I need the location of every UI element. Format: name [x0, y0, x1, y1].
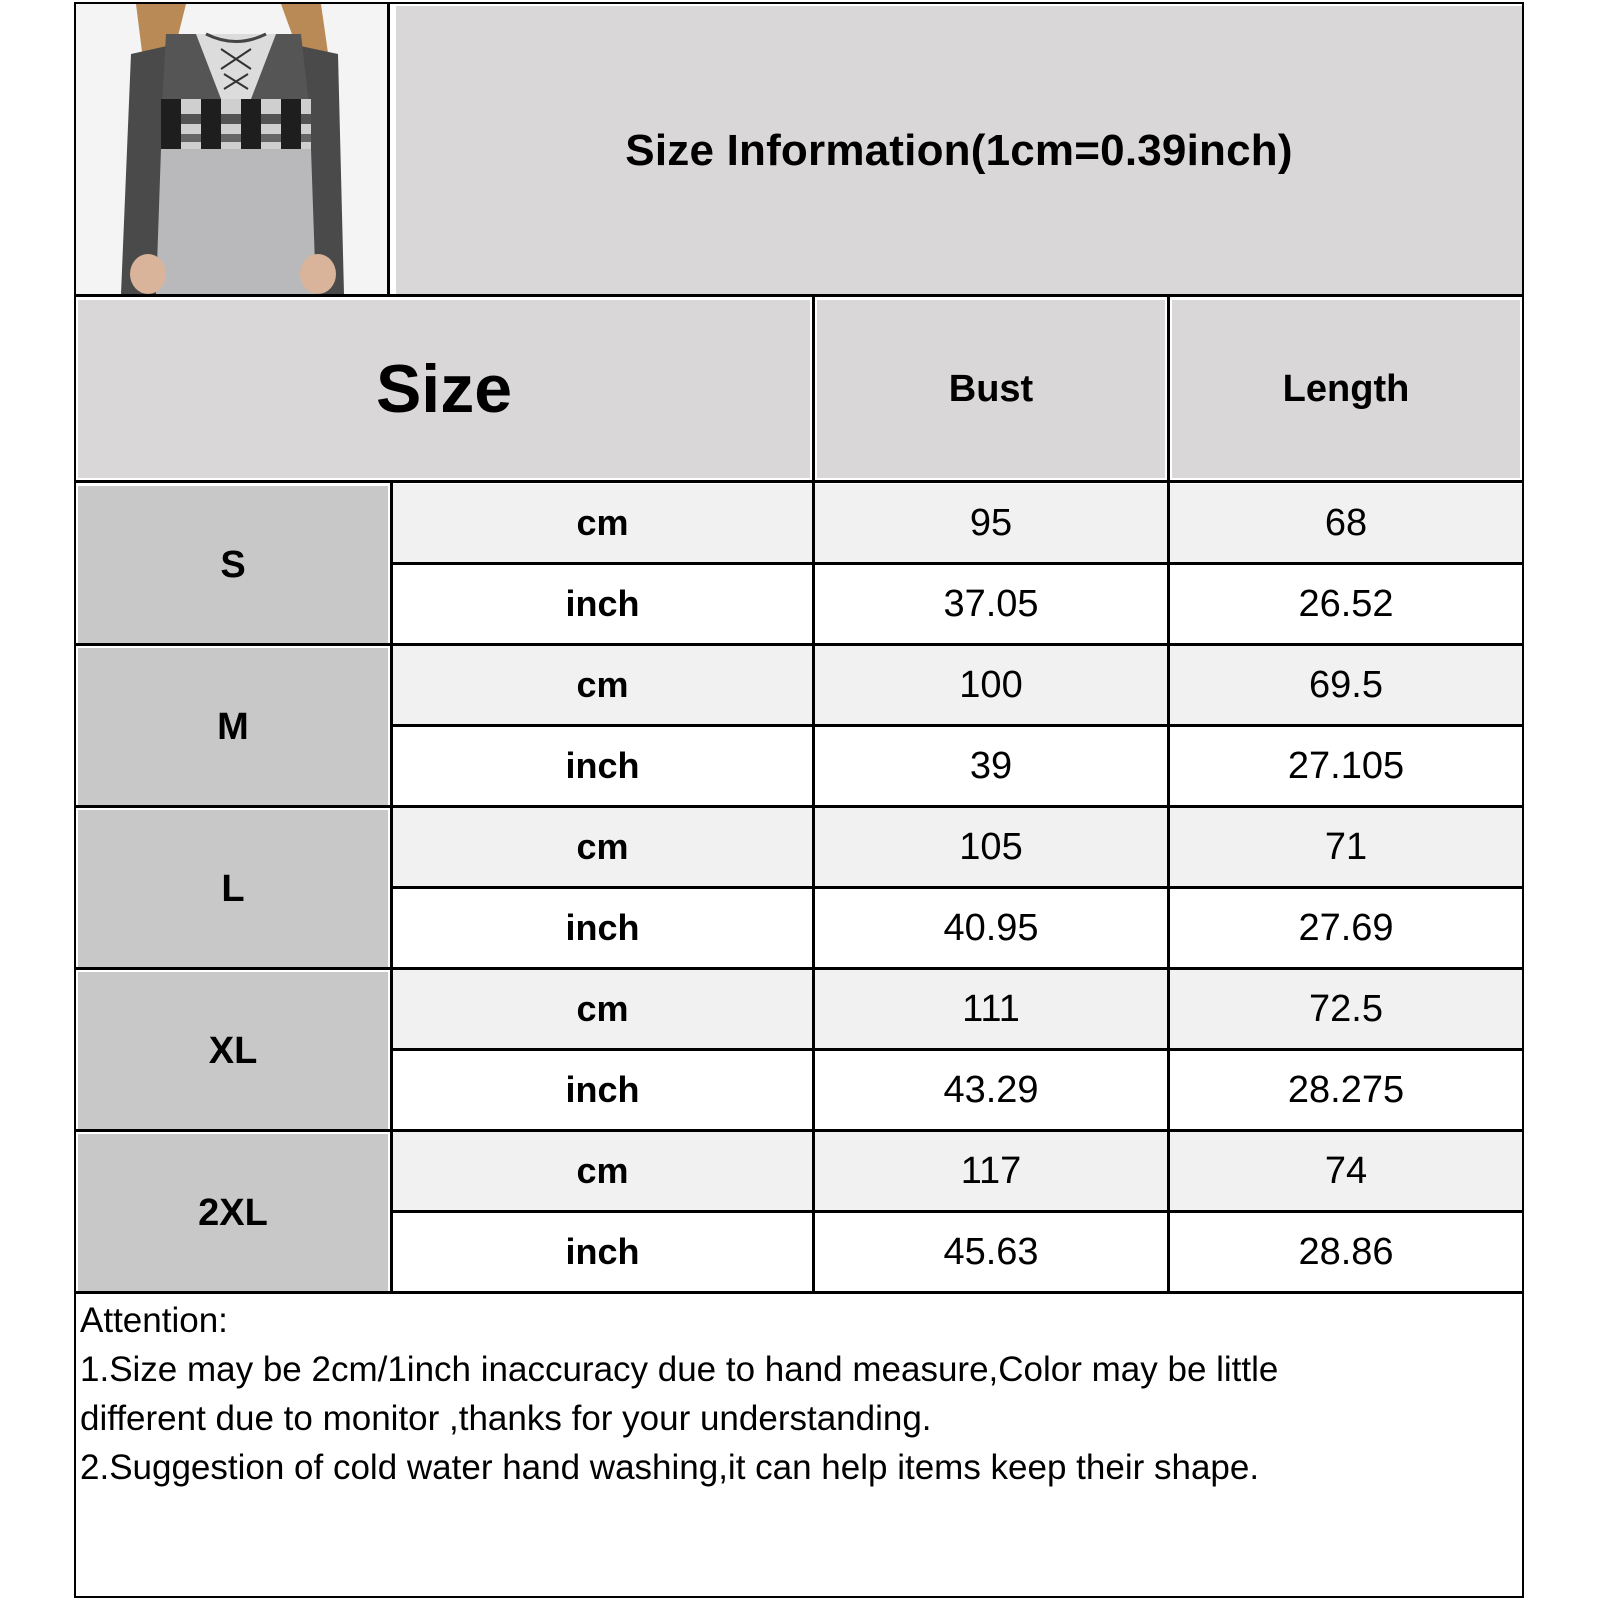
header-bust-cell — [815, 298, 1167, 480]
unit-cell — [393, 808, 812, 886]
grid-line — [74, 643, 1524, 646]
size-label: 2XL — [198, 1191, 268, 1234]
bust-value-cell — [815, 727, 1167, 805]
title-box — [396, 6, 1522, 296]
grid-line — [74, 967, 1524, 970]
size-label: L — [221, 867, 245, 910]
unit-label: cm — [576, 988, 629, 1029]
unit-label: inch — [565, 583, 640, 624]
bust-value-cell — [815, 1213, 1167, 1291]
size-info-title: Size Information(1cm=0.39inch) — [625, 126, 1293, 175]
unit-cell — [393, 1132, 812, 1210]
unit-label: cm — [576, 664, 629, 705]
length-value-cell — [1170, 727, 1522, 805]
note-line: 1.Size may be 2cm/1inch inaccuracy due to hand measure,Color may be little — [80, 1350, 1279, 1389]
bust-value: 117 — [960, 1149, 1022, 1192]
unit-label: cm — [576, 826, 629, 867]
bust-value-cell — [815, 1132, 1167, 1210]
unit-cell — [393, 484, 812, 562]
note-line: different due to monitor ,thanks for your understanding. — [80, 1399, 932, 1438]
bust-value: 45.63 — [943, 1230, 1039, 1273]
length-value: 72.5 — [1309, 987, 1383, 1030]
bust-value-cell — [815, 889, 1167, 967]
bust-value: 43.29 — [943, 1068, 1039, 1111]
bust-value-cell — [815, 1051, 1167, 1129]
unit-label: inch — [565, 1231, 640, 1272]
header-size-cell — [76, 298, 812, 480]
unit-cell — [393, 970, 812, 1048]
unit-cell — [393, 1051, 812, 1129]
unit-label: cm — [576, 502, 629, 543]
bust-value: 40.95 — [943, 906, 1039, 949]
size-cell-xl — [76, 970, 390, 1132]
unit-cell — [393, 727, 812, 805]
bust-value-cell — [815, 808, 1167, 886]
unit-cell — [393, 646, 812, 724]
attention-heading: Attention: — [80, 1301, 228, 1340]
bust-value-cell — [815, 970, 1167, 1048]
bust-value: 37.05 — [943, 582, 1039, 625]
unit-label: inch — [565, 907, 640, 948]
length-value-cell — [1170, 565, 1522, 643]
grid-line — [390, 724, 1524, 727]
grid-line — [390, 1210, 1524, 1213]
length-value: 26.52 — [1298, 582, 1394, 625]
bust-value: 100 — [959, 663, 1023, 706]
attention-notes — [80, 1296, 1500, 1492]
size-cell-2xl — [76, 1132, 390, 1294]
unit-label: cm — [576, 1150, 629, 1191]
grid-line — [390, 886, 1524, 889]
length-value-cell — [1170, 484, 1522, 562]
note-line: 2.Suggestion of cold water hand washing,it can help items keep their shape. — [80, 1448, 1260, 1487]
length-value-cell — [1170, 1051, 1522, 1129]
header-length-label: Length — [1282, 367, 1410, 410]
length-value-cell — [1170, 1213, 1522, 1291]
length-value: 28.275 — [1287, 1068, 1405, 1111]
grid-line — [74, 805, 1524, 808]
length-value: 28.86 — [1298, 1230, 1394, 1273]
length-value: 71 — [1324, 825, 1368, 868]
size-cell-l — [76, 808, 390, 970]
header-bust-label: Bust — [948, 367, 1034, 410]
bust-value-cell — [815, 646, 1167, 724]
unit-cell — [393, 565, 812, 643]
length-value: 27.105 — [1287, 744, 1405, 787]
bust-value: 95 — [969, 501, 1013, 544]
header-divider — [812, 296, 815, 482]
length-value: 69.5 — [1309, 663, 1383, 706]
length-value-cell — [1170, 970, 1522, 1048]
length-value-cell — [1170, 889, 1522, 967]
table-bottom-line — [74, 1291, 1524, 1294]
bust-value: 39 — [969, 744, 1013, 787]
bust-value-cell — [815, 484, 1167, 562]
title-divider — [74, 294, 1524, 297]
grid-line — [74, 1129, 1524, 1132]
length-value-cell — [1170, 646, 1522, 724]
length-value: 68 — [1324, 501, 1368, 544]
bust-value: 105 — [959, 825, 1023, 868]
grid-line — [390, 562, 1524, 565]
header-divider — [1167, 296, 1170, 482]
size-label: XL — [208, 1029, 258, 1072]
header-bottom-line — [74, 480, 1524, 483]
bust-value-cell — [815, 565, 1167, 643]
grid-line — [390, 1048, 1524, 1051]
size-label: M — [217, 705, 249, 748]
header-size-label: Size — [375, 351, 513, 427]
length-value-cell — [1170, 808, 1522, 886]
size-cell-m — [76, 646, 390, 808]
length-value: 27.69 — [1298, 906, 1394, 949]
header-length-cell — [1170, 298, 1522, 480]
unit-cell — [393, 1213, 812, 1291]
product-photo — [76, 4, 390, 294]
length-value: 74 — [1324, 1149, 1368, 1192]
unit-label: inch — [565, 1069, 640, 1110]
unit-label: inch — [565, 745, 640, 786]
length-value-cell — [1170, 1132, 1522, 1210]
size-label: S — [220, 543, 246, 586]
unit-cell — [393, 889, 812, 967]
bust-value: 111 — [962, 987, 1020, 1030]
model-top-illustration — [76, 4, 387, 294]
size-cell-s — [76, 484, 390, 646]
